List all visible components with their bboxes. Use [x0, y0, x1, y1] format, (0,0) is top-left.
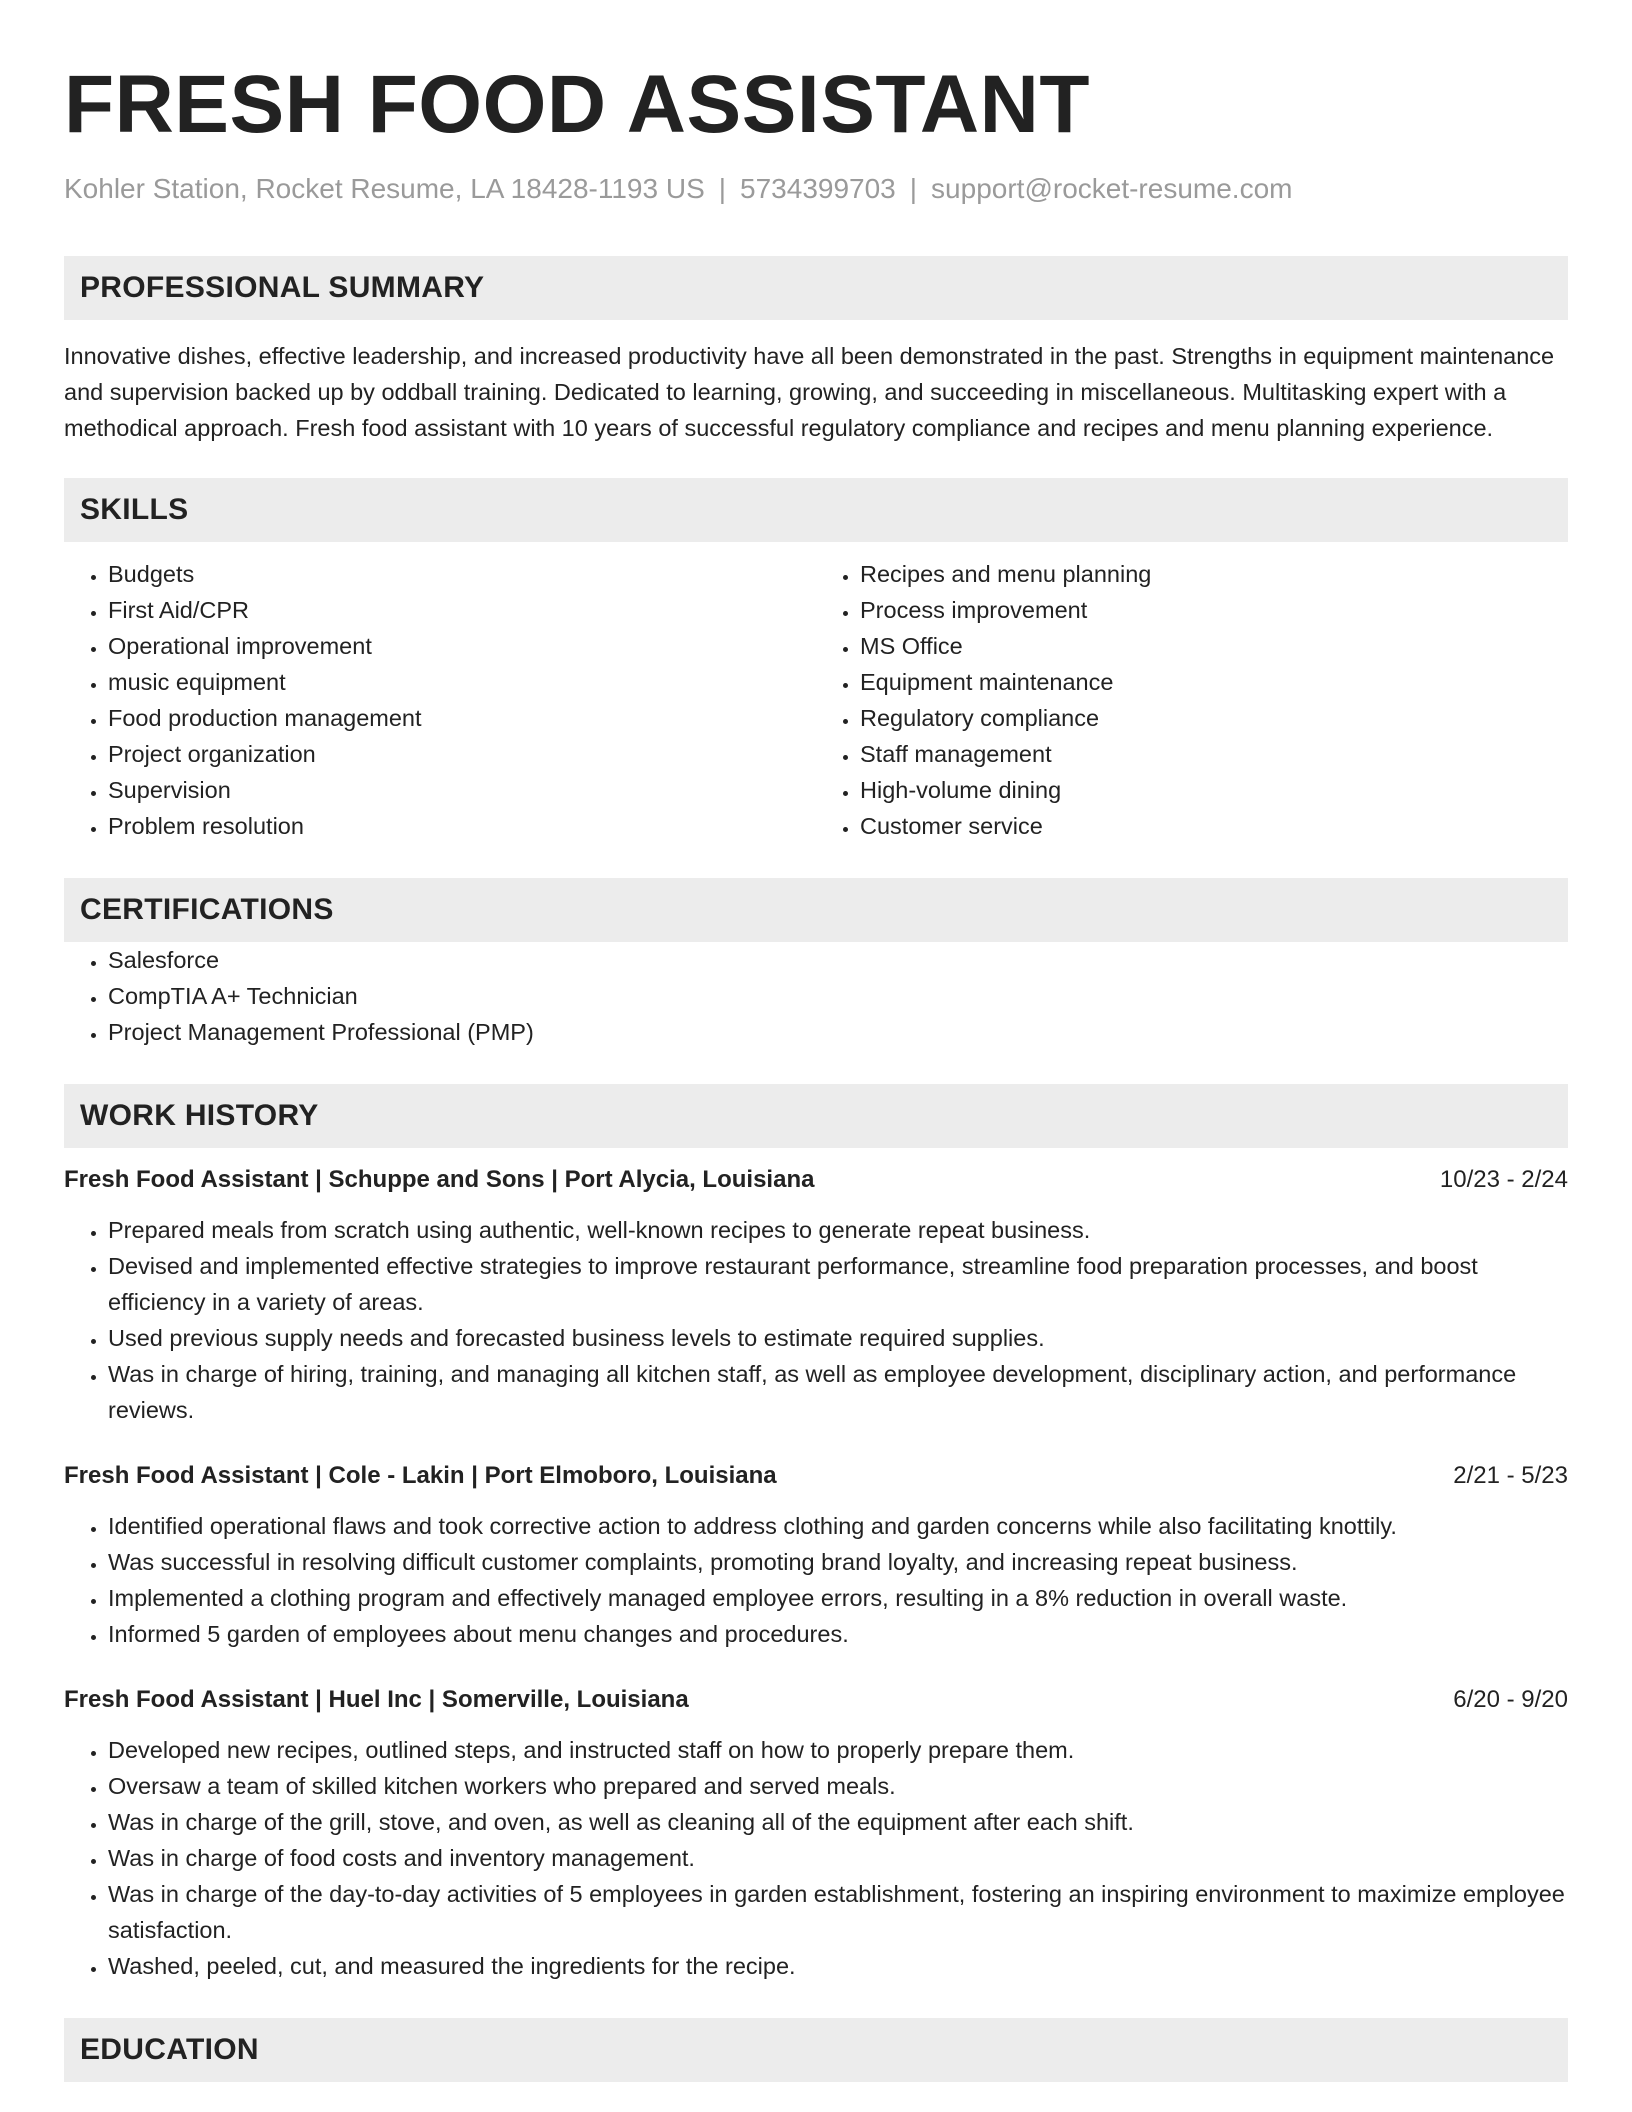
job-header	[64, 1162, 1568, 1198]
skill-item: • Regulatory compliance	[860, 700, 1568, 736]
job-bullet: • Identified operational flaws and took corrective action to address clothing and garden concerns while also facilitating knottily.	[108, 1508, 1568, 1544]
job-bullet: • Was successful in resolving difficult customer complaints, promoting brand loyalty, and increasing repeat business.	[108, 1544, 1568, 1580]
job-header	[64, 1458, 1568, 1494]
skill-item: • MS Office	[860, 628, 1568, 664]
skill-item: • Equipment maintenance	[860, 664, 1568, 700]
job-bullet: • Was in charge of the grill, stove, and oven, as well as cleaning all of the equipment after each shift.	[108, 1804, 1568, 1840]
skill-item: • First Aid/CPR	[108, 592, 816, 628]
job-bullet: • Washed, peeled, cut, and measured the ingredients for the recipe.	[108, 1948, 1568, 1984]
professional-summary-section	[64, 256, 1568, 446]
job-bullet: • Oversaw a team of skilled kitchen workers who prepared and served meals.	[108, 1768, 1568, 1804]
skill-item: • Process improvement	[860, 592, 1568, 628]
section-heading: EDUCATION	[64, 2018, 1568, 2082]
section-heading: WORK HISTORY	[64, 1084, 1568, 1148]
job-bullet: • Implemented a clothing program and effectively managed employee errors, resulting in a 8% reduction in overall waste.	[108, 1580, 1568, 1616]
contact-line	[64, 172, 1568, 206]
job-bullets	[64, 1732, 1568, 1984]
job-dates: 10/23 - 2/24	[1439, 1166, 1568, 1193]
skill-item: • Recipes and menu planning	[860, 556, 1568, 592]
skills-column-right	[816, 556, 1568, 844]
skill-item: • Supervision	[108, 772, 816, 808]
contact-separator: |	[909, 173, 918, 204]
job-bullet: • Developed new recipes, outlined steps, and instructed staff on how to properly prepare them.	[108, 1732, 1568, 1768]
certification-item: • Salesforce	[108, 942, 1568, 978]
job-bullet: • Prepared meals from scratch using authentic, well-known recipes to generate repeat business.	[108, 1212, 1568, 1248]
skills-section	[64, 478, 1568, 844]
skill-item: • Problem resolution	[108, 808, 816, 844]
skill-item: • Staff management	[860, 736, 1568, 772]
contact-phone: 5734399703	[740, 173, 896, 204]
contact-email: support@rocket-resume.com	[931, 173, 1293, 204]
job-dates: 6/20 - 9/20	[1453, 1686, 1568, 1713]
job-bullet: • Used previous supply needs and forecasted business levels to estimate required supplies.	[108, 1320, 1568, 1356]
section-heading: PROFESSIONAL SUMMARY	[64, 256, 1568, 320]
skills-column-left	[64, 556, 816, 844]
job-title: Fresh Food Assistant | Cole - Lakin | Port Elmoboro, Louisiana	[64, 1462, 777, 1489]
skills-list-left	[64, 556, 816, 844]
job-bullets	[64, 1508, 1568, 1652]
contact-separator: |	[718, 173, 727, 204]
job-dates: 2/21 - 5/23	[1453, 1462, 1568, 1489]
job-title: Fresh Food Assistant | Huel Inc | Somerville, Louisiana	[64, 1686, 689, 1713]
job-bullet: • Informed 5 garden of employees about menu changes and procedures.	[108, 1616, 1568, 1652]
job-bullet: • Devised and implemented effective strategies to improve restaurant performance, streamline food preparation processes, and boost efficiency in a variety of areas.	[108, 1248, 1568, 1320]
certification-item: • CompTIA A+ Technician	[108, 978, 1568, 1014]
education-section	[64, 2018, 1568, 2082]
job-bullets	[64, 1212, 1568, 1428]
skills-list-right	[816, 556, 1568, 844]
section-heading: SKILLS	[64, 478, 1568, 542]
job-bullet: • Was in charge of hiring, training, and managing all kitchen staff, as well as employee development, disciplinary action, and performance reviews.	[108, 1356, 1568, 1428]
job-bullet: • Was in charge of food costs and inventory management.	[108, 1840, 1568, 1876]
resume-name: FRESH FOOD ASSISTANT	[64, 59, 1090, 150]
job-header	[64, 1682, 1568, 1718]
section-heading: CERTIFICATIONS	[64, 878, 1568, 942]
job-bullet: • Was in charge of the day-to-day activities of 5 employees in garden establishment, fostering an inspiring environment to maximize employee satisfaction.	[108, 1876, 1568, 1948]
skill-item: • High-volume dining	[860, 772, 1568, 808]
skill-item: • Food production management	[108, 700, 816, 736]
summary-text: Innovative dishes, effective leadership, and increased productivity have all been demonstrated in the past. Strengths in equipment maintenance and supervision backed up by oddball training. Dedicated to learning, growing, and succeeding in miscellaneous. Multitasking expert with a methodical approach. Fresh food assistant with 10 years of successful regulatory compliance and recipes and menu planning experience.	[64, 343, 1555, 441]
contact-address: Kohler Station, Rocket Resume, LA 18428-1193 US	[64, 173, 705, 204]
skills-columns	[64, 556, 1568, 844]
work-history-section	[64, 1084, 1568, 1984]
job-entry	[64, 1682, 1568, 1984]
skill-item: • music equipment	[108, 664, 816, 700]
skill-item: • Budgets	[108, 556, 816, 592]
skill-item: • Customer service	[860, 808, 1568, 844]
job-title: Fresh Food Assistant | Schuppe and Sons | Port Alycia, Louisiana	[64, 1166, 815, 1193]
certifications-list	[64, 942, 1568, 1050]
certification-item: • Project Management Professional (PMP)	[108, 1014, 1568, 1050]
skill-item: • Operational improvement	[108, 628, 816, 664]
skill-item: • Project organization	[108, 736, 816, 772]
job-entry	[64, 1162, 1568, 1428]
job-entry	[64, 1458, 1568, 1652]
certifications-section	[64, 878, 1568, 1050]
